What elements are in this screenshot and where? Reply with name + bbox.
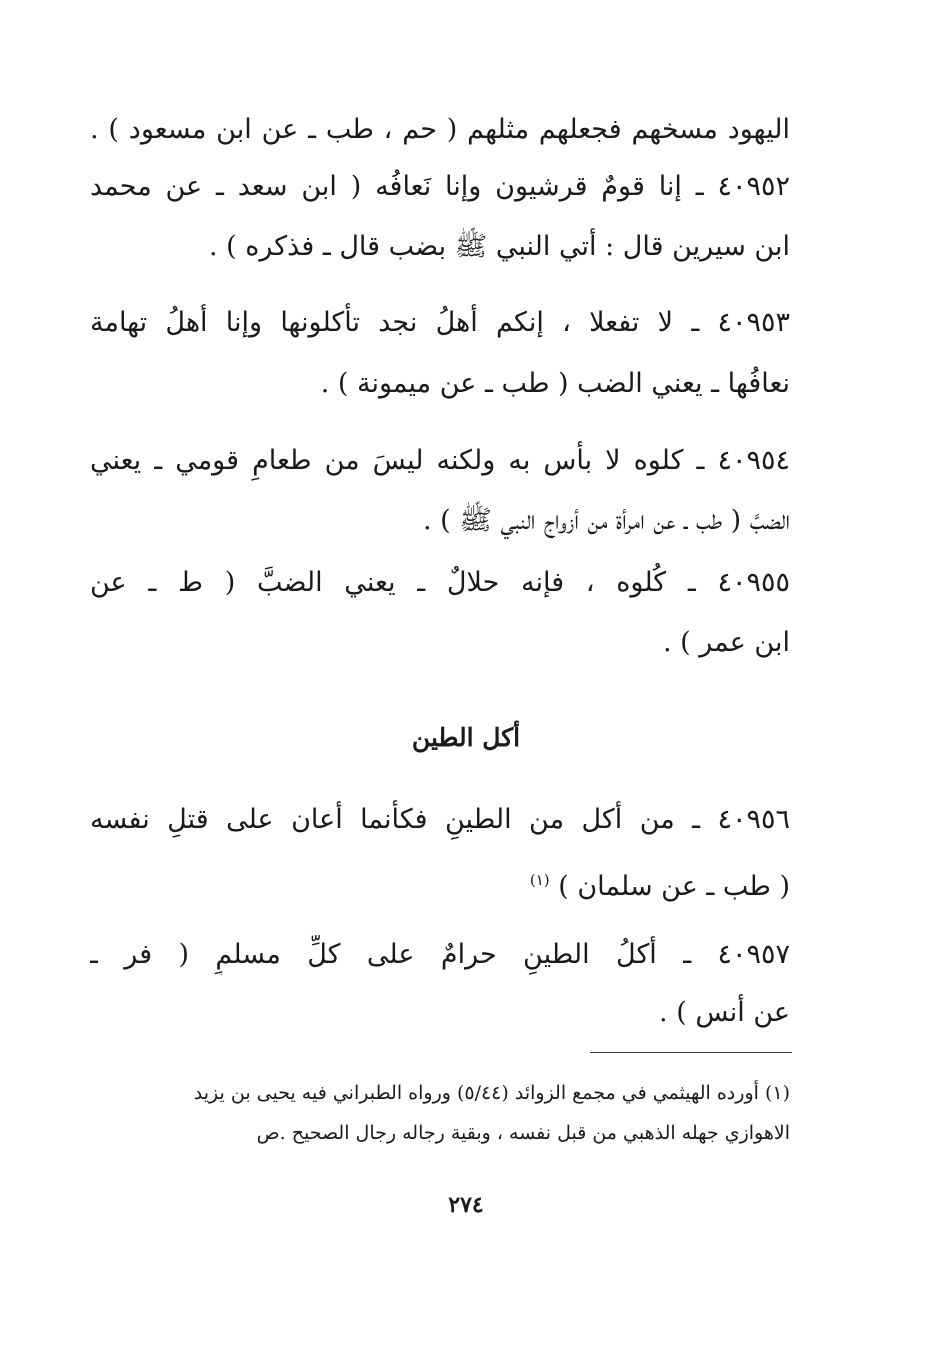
section-heading: أكل الطين [411, 723, 521, 752]
hadith-40952-line-2: ابن سيرين قال : أُتي النبي ﷺ بضب قال ـ فذكره ) . [208, 231, 790, 262]
hadith-40955-line-2: ابن عمر ) . [662, 627, 790, 658]
hadith-40954-line-2: الضبَّ ( طب ـ عن امرأة من أزواج النبي ﷺ ) . [422, 505, 790, 536]
hadith-40955-line-1: ٤٠٩٥٥ ـ كُلوه ، فإنه حلالٌ ـ يعني الضبَّ ( ط ـ عن [90, 567, 790, 598]
hadith-40956-line-1: ٤٠٩٥٦ ـ من أكل من الطينِ فكأنما أعان على قتلِ نفسه [90, 804, 790, 835]
hadith-40952-line-1: ٤٠٩٥٢ ـ إنا قومٌ قرشيون وإنا نَعافُه ( ابن سعد ـ عن محمد [90, 171, 790, 202]
hadith-40953-line-2: نعافُها ـ يعني الضب ( طب ـ عن ميمونة ) . [320, 368, 790, 399]
footnote-line-1: (١) أورده الهيثمي في مجمع الزوائد (٥/٤٤) ورواه الطبراني فيه يحيى بن يزيد [193, 1082, 790, 1104]
hadith-40956-citation: ( طب ـ عن سلمان ) [558, 871, 790, 902]
hadith-40957-line-1: ٤٠٩٥٧ ـ أكلُ الطينِ حرامٌ على كلِّ مسلمٍ ( فر ـ [90, 939, 790, 970]
hadith-40957-line-2: عن أنس ) . [659, 997, 790, 1028]
text-line-1: اليهود مسخهم فجعلهم مثلهم ( حم ، طب ـ عن ابن مسعود ) . [90, 114, 790, 145]
page-number: ٢٧٤ [448, 1192, 484, 1218]
hadith-40953-line-1: ٤٠٩٥٣ ـ لا تفعلا ، إنكم أهلُ نجد تأكلونها وإنا أهلُ تهامة [90, 307, 790, 338]
footnote-divider [590, 1052, 792, 1053]
hadith-40954-line-1: ٤٠٩٥٤ ـ كلوه لا بأس به ولكنه ليسَ من طعامِ قومي ـ يعني [90, 445, 790, 476]
hadith-40956-line-2 [90, 860, 790, 907]
footnote-marker: (١) [529, 871, 550, 889]
footnote-line-2: الاهوازي جهله الذهبي من قبل نفسه ، وبقية رجاله رجال الصحيح .ص [256, 1122, 790, 1144]
